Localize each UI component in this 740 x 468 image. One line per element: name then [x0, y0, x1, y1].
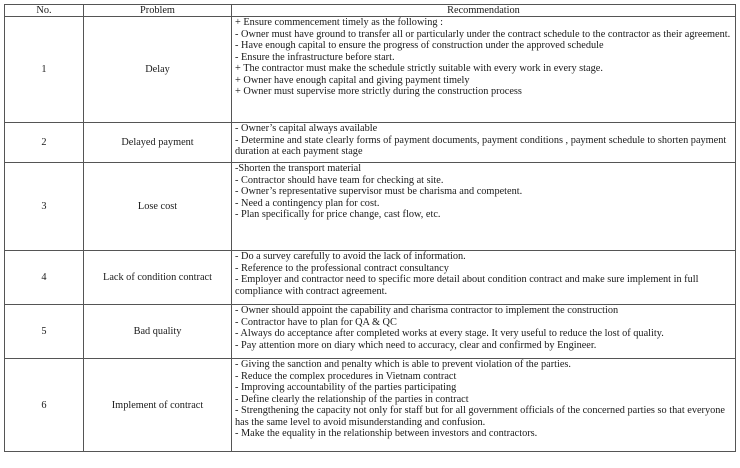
table-header: [5, 5, 736, 17]
table-body: [5, 17, 736, 452]
recommendation-line: - Strengthening the capacity not only for staff but for all government officials of the concerned parties so that everyone has the same level to avoid misunderstanding and confusion.: [235, 405, 725, 428]
recommendation-line: - Owner must have ground to transfer all or particularly under the contract schedule to the contractor as their agreement.: [235, 28, 731, 40]
recommendation-line: - Determine and state clearly forms of payment documents, payment conditions , payment schedule to shorten payment duration at each payment stage: [235, 134, 727, 157]
header-problem: Problem: [84, 5, 232, 17]
problem-cell: Implement of contract: [84, 359, 232, 452]
header-no: No.: [5, 5, 84, 17]
recommendation-line: - Reference to the professional contract consultancy: [235, 262, 449, 274]
recommendation-line: - Plan specifically for price change, cast flow, etc.: [235, 209, 441, 220]
table-row: [5, 359, 736, 452]
recommendation-cell: [232, 359, 736, 452]
recommendation-line: - Do a survey carefully to avoid the lack of information.: [235, 251, 466, 262]
recommendation-line: - Improving accountability of the parties participating: [235, 382, 457, 393]
table-row: [5, 305, 736, 359]
recommendation-line: - Ensure the infrastructure before start.: [235, 51, 395, 63]
header-row: [5, 5, 736, 17]
problem-cell: Bad quality: [84, 305, 232, 359]
row-number: 6: [5, 359, 84, 452]
recommendation-line: + Owner must supervise more strictly during the construction process: [235, 86, 522, 97]
table-row: [5, 17, 736, 123]
row-number: 4: [5, 251, 84, 305]
recommendation-cell: [232, 123, 736, 163]
recommendation-line: - Giving the sanction and penalty which is able to prevent violation of the parties.: [235, 359, 571, 370]
problem-cell: Delayed payment: [84, 123, 232, 163]
recommendation-line: - Contractor have to plan for QA & QC: [235, 316, 397, 328]
recommendation-line: - Make the equality in the relationship between investors and contractors.: [235, 428, 538, 439]
recommendation-line: - Have enough capital to ensure the progress of construction under the approved schedule: [235, 40, 604, 51]
table-row: [5, 123, 736, 163]
recommendation-line: -Shorten the transport material: [235, 163, 362, 174]
problem-cell: Lack of condition contract: [84, 251, 232, 305]
header-recommendation: Recommendation: [232, 5, 736, 17]
recommendation-table: [4, 4, 736, 452]
row-number: 1: [5, 17, 84, 123]
recommendation-line: - Owner’s capital always available: [235, 123, 378, 134]
recommendation-cell: [232, 163, 736, 251]
recommendation-cell: [232, 305, 736, 359]
recommendation-line: + The contractor must make the schedule strictly suitable with every work in every stage.: [235, 63, 603, 74]
recommendation-line: - Employer and contractor need to specific more detail about condition contract and make sure implement in full compliance with contract agreement.: [235, 274, 699, 297]
recommendation-line: - Contractor should have team for checking at site.: [235, 174, 444, 186]
recommendation-cell: [232, 17, 736, 123]
table-row: [5, 163, 736, 251]
recommendation-line: - Define clearly the relationship of the parties in contract: [235, 393, 469, 405]
recommendation-line: - Reduce the complex procedures in Vietnam contract: [235, 370, 457, 382]
recommendation-line: - Owner should appoint the capability and charisma contractor to implement the construction: [235, 305, 619, 316]
row-number: 5: [5, 305, 84, 359]
recommendation-cell: [232, 251, 736, 305]
row-number: 2: [5, 123, 84, 163]
table-row: [5, 251, 736, 305]
recommendation-line: - Pay attention more on diary which need to accuracy, clear and confirmed by Engineer.: [235, 339, 597, 351]
recommendation-line: + Ensure commencement timely as the following :: [235, 17, 443, 28]
problem-cell: Delay: [84, 17, 232, 123]
recommendation-line: - Owner’s representative supervisor must be charisma and competent.: [235, 186, 523, 197]
row-number: 3: [5, 163, 84, 251]
recommendation-line: - Always do acceptance after completed works at every stage. It very useful to reduce the lost of quality.: [235, 328, 664, 339]
recommendation-line: + Owner have enough capital and giving payment timely: [235, 74, 470, 86]
recommendation-line: - Need a contingency plan for cost.: [235, 197, 380, 209]
problem-cell: Lose cost: [84, 163, 232, 251]
